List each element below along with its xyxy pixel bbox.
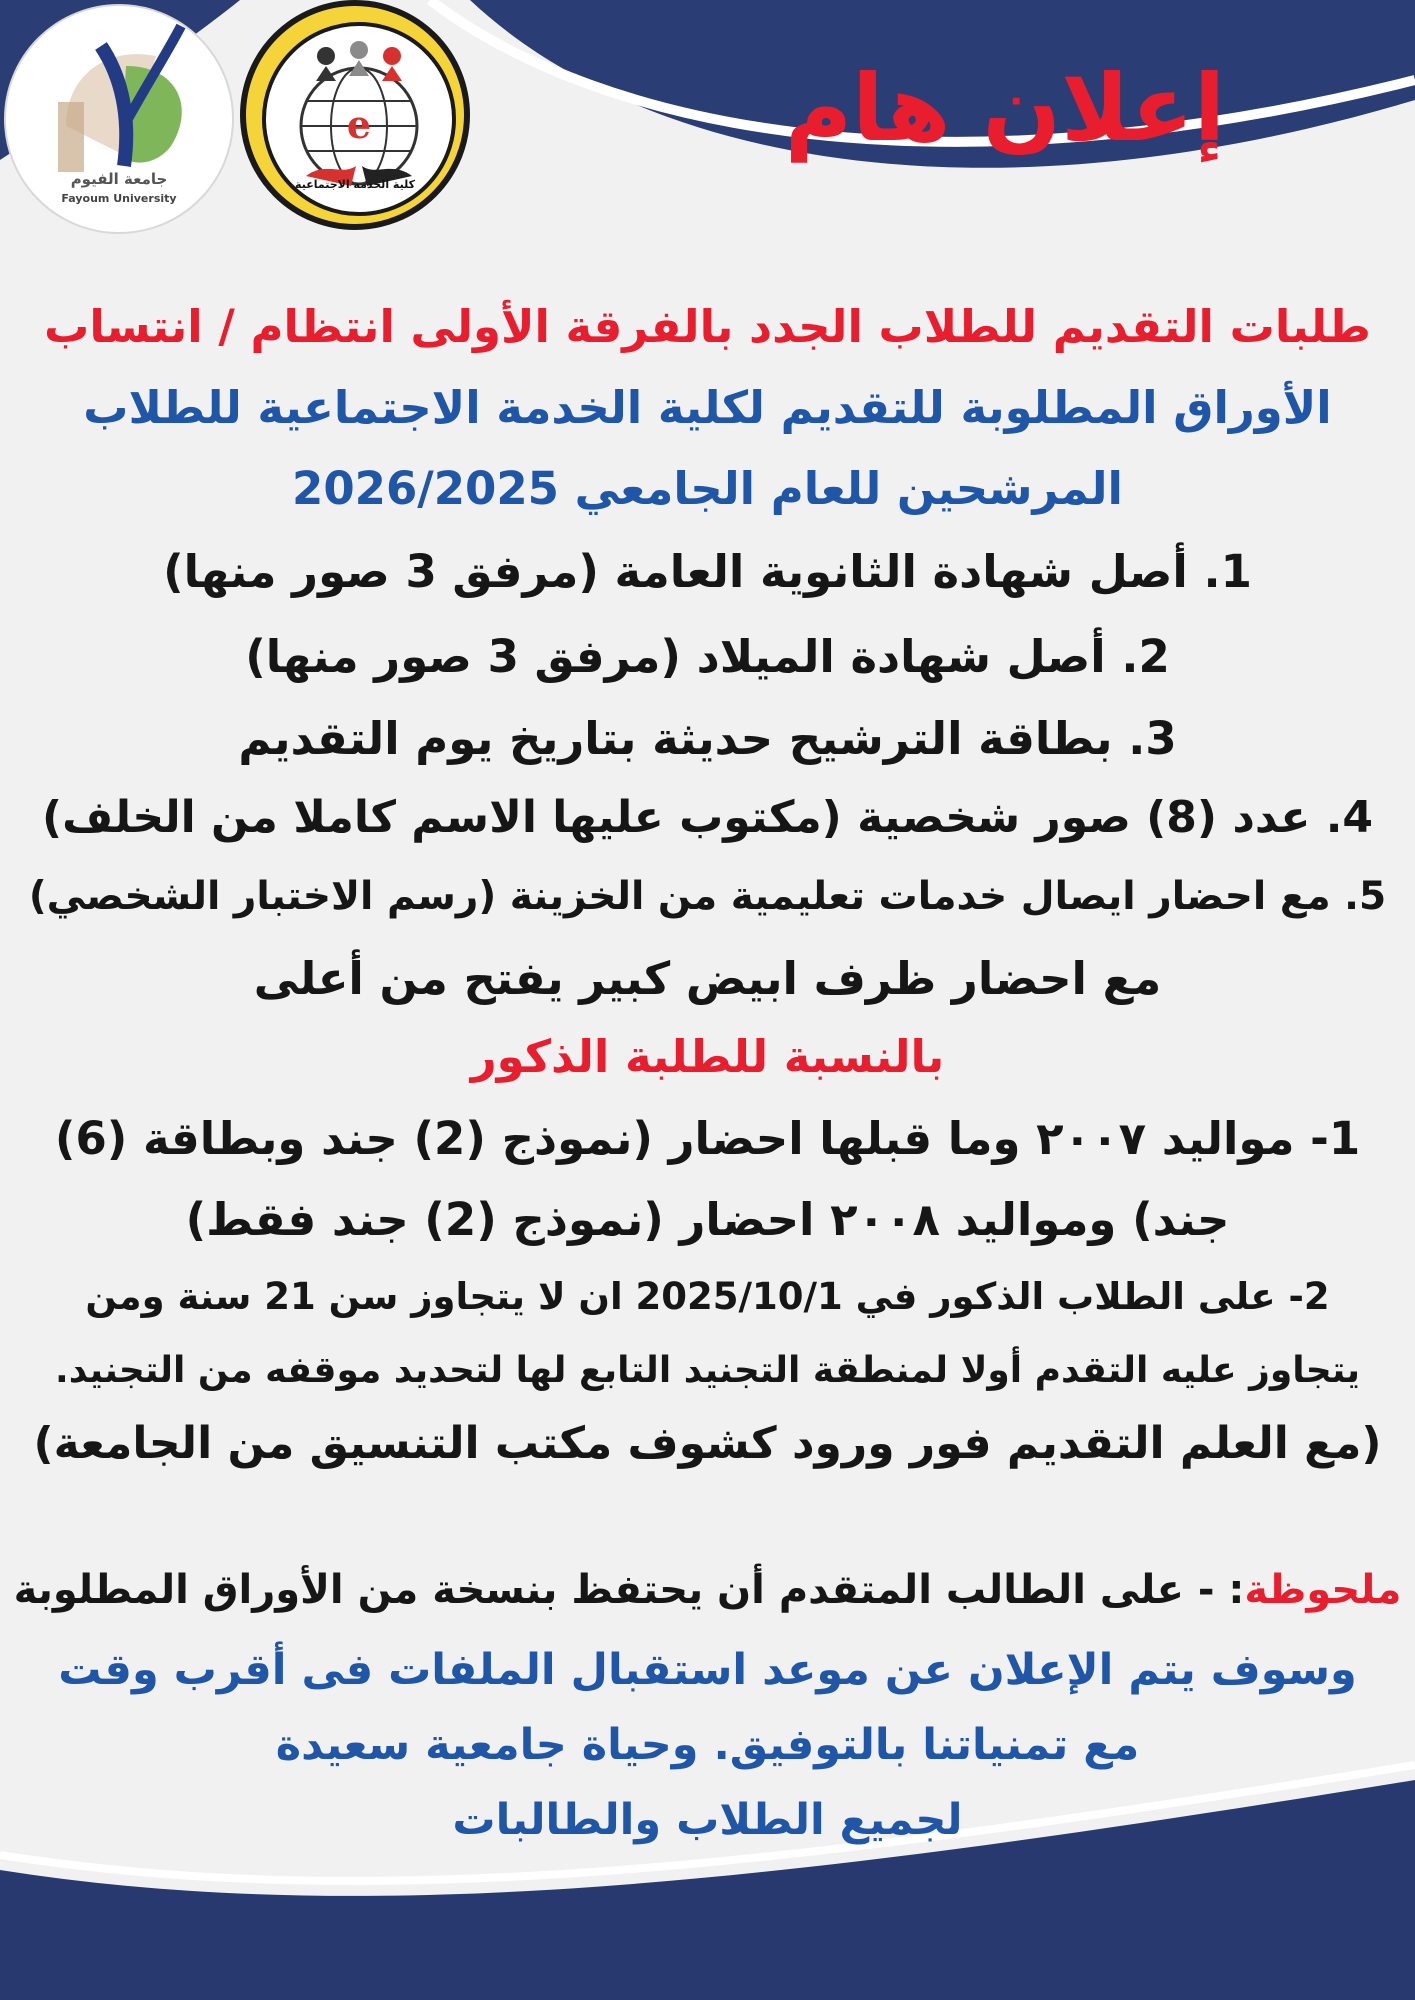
males-item-1-line-1: 1- مواليد ٢٠٠٧ وما قبلها احضار (نموذج (2) جند وبطاقة (6) (54, 1112, 1361, 1165)
faculty-name-ar: كلية الخدمة الاجتماعية (295, 178, 415, 191)
coordination-notice: (مع العلم التقديم فور ورود كشوف مكتب التنسيق من الجامعة) (33, 1418, 1382, 1469)
faculty-logo (240, 0, 470, 230)
intro-line-3: المرشحين للعام الجامعي 2026/2025 (292, 462, 1123, 515)
requirement-item-4: 4. عدد (8) صور شخصية (مكتوب عليها الاسم كاملا من الخلف) (41, 792, 1374, 843)
university-name-en: Fayoum University (61, 192, 177, 205)
envelope-line: مع احضار ظرف ابيض كبير يفتح من أعلى (253, 952, 1162, 1005)
intro-line-1: طلبات التقديم للطلاب الجدد بالفرقة الأولى انتظام / انتساب (44, 300, 1371, 353)
closing-line-3: لجميع الطلاب والطالبات (452, 1795, 963, 1845)
requirement-item-2: 2. أصل شهادة الميلاد (مرفق 3 صور منها) (245, 630, 1170, 683)
closing-line-1: وسوف يتم الإعلان عن موعد استقبال الملفات فى أقرب وقت (58, 1645, 1357, 1695)
requirement-item-1: 1. أصل شهادة الثانوية العامة (مرفق 3 صور منها) (163, 545, 1252, 598)
page-title: إعلان هام (784, 55, 1226, 162)
university-logo (4, 4, 234, 234)
note-label: ملحوظة (1244, 1567, 1402, 1613)
males-item-2-line-1: 2- على الطلاب الذكور في 2025/10/1 ان لا يتجاوز سن 21 سنة ومن (85, 1275, 1330, 1318)
closing-line-2: مع تمنياتنا بالتوفيق. وحياة جامعية سعيدة (275, 1720, 1140, 1770)
males-item-1-line-2: جند) ومواليد ٢٠٠٨ احضار (نموذج (2) جند فقط) (185, 1193, 1230, 1246)
requirement-item-5: 5. مع احضار ايصال خدمات تعليمية من الخزينة (رسم الاختبار الشخصي) (28, 874, 1387, 919)
svg-text:e: e (346, 102, 372, 147)
males-heading: بالنسبة للطلبة الذكور (470, 1030, 945, 1083)
university-name-ar: جامعة الفيوم (70, 170, 168, 188)
requirement-item-3: 3. بطاقة الترشيح حديثة بتاريخ يوم التقديم (238, 712, 1177, 765)
note-line (0, 1567, 1415, 1613)
intro-line-2: الأوراق المطلوبة للتقديم لكلية الخدمة الاجتماعية للطلاب (83, 381, 1332, 434)
note-text: : - على الطالب المتقدم أن يحتفظ بنسخة من الأوراق المطلوبة (13, 1567, 1245, 1613)
males-item-2-line-2: يتجاوز عليه التقدم أولا لمنطقة التجنيد التابع لها لتحديد موقفه من التجنيد. (55, 1350, 1360, 1391)
